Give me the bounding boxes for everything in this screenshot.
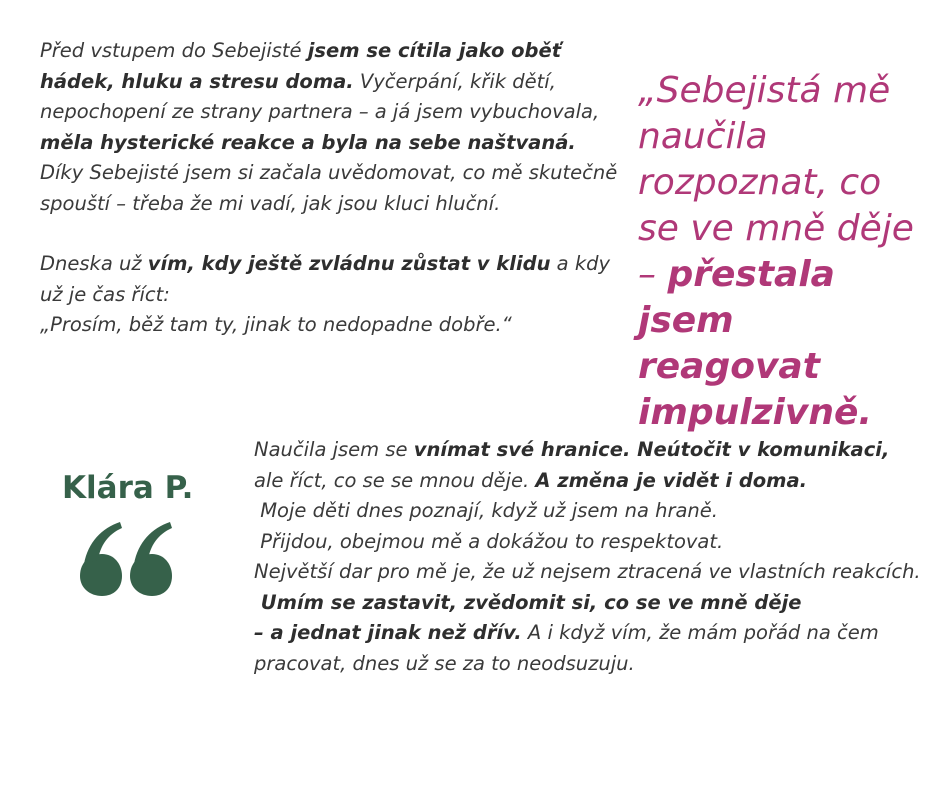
outro-paragraph-1 xyxy=(254,435,924,496)
intro-text xyxy=(40,36,625,341)
text-run: A i když vím, že mám pořád na čem pracovat, dnes už se za to neodsuzuju. xyxy=(254,621,885,675)
bold-run: – a jednat jinak než dřív. xyxy=(254,621,522,644)
bold-run: vnímat své hranice. Neútočit v komunikaci, xyxy=(413,438,890,461)
quote-mark-icon xyxy=(74,520,178,598)
text-run: Moje děti dnes poznají, když už jsem na hraně. xyxy=(254,499,718,522)
text-run: Přijdou, obejmou mě a dokážou to respektovat. xyxy=(254,529,724,553)
text-run: Před vstupem do Sebejisté xyxy=(40,39,308,62)
text-run: Vyčerpání, křik dětí, nepochopení ze strany partnera – a já jsem vybuchovala, xyxy=(40,69,606,123)
text-run: Dneska už xyxy=(40,252,148,275)
paragraph-gap xyxy=(40,219,625,249)
text-run: a kdy už je čas říct: xyxy=(40,252,617,306)
text-run: Naučila jsem se xyxy=(254,438,414,461)
outro-paragraph-6 xyxy=(254,618,924,679)
bold-run: A změna je vidět i doma. xyxy=(535,468,808,492)
intro-paragraph-1 xyxy=(40,36,625,158)
intro-paragraph-3 xyxy=(40,249,625,310)
pull-quote-normal: „Sebejistá mě naučila rozpoznat, co se ve mně děje – xyxy=(638,70,914,295)
author-name: Klára P. xyxy=(62,470,194,506)
outro-paragraph-3 xyxy=(254,527,924,558)
outro-paragraph-5 xyxy=(254,588,924,619)
outro-text xyxy=(254,435,924,679)
pull-quote-bold: přestala jsem reagovat impulzivně. xyxy=(638,254,873,433)
text-run: Největší dar pro mě je, že už nejsem ztracená ve vlastních reakcích. xyxy=(254,560,921,583)
intro-paragraph-2 xyxy=(40,158,625,219)
outro-paragraph-2 xyxy=(254,496,924,527)
outro-paragraph-4 xyxy=(254,557,924,588)
text-run: „Prosím, běž tam ty, jinak to nedopadne dobře.“ xyxy=(40,313,512,336)
intro-paragraph-4 xyxy=(40,310,625,341)
pull-quote xyxy=(638,68,928,436)
text-run: Díky Sebejisté jsem si začala uvědomovat, co mě skutečně spouští – třeba že mi vadí, jak jsou kluci hluční. xyxy=(40,161,624,215)
text-run: ale říct, co se se mnou děje. xyxy=(254,438,896,492)
bold-run: jsem se cítila jako oběť hádek, hluku a stresu doma. xyxy=(40,39,568,93)
bold-run: vím, kdy ještě zvládnu zůstat v klidu xyxy=(147,252,551,275)
bold-run: Umím se zastavit, zvědomit si, co se ve mně děje xyxy=(254,590,802,614)
bold-run: měla hysterické reakce a byla na sebe naštvaná. xyxy=(40,130,576,154)
